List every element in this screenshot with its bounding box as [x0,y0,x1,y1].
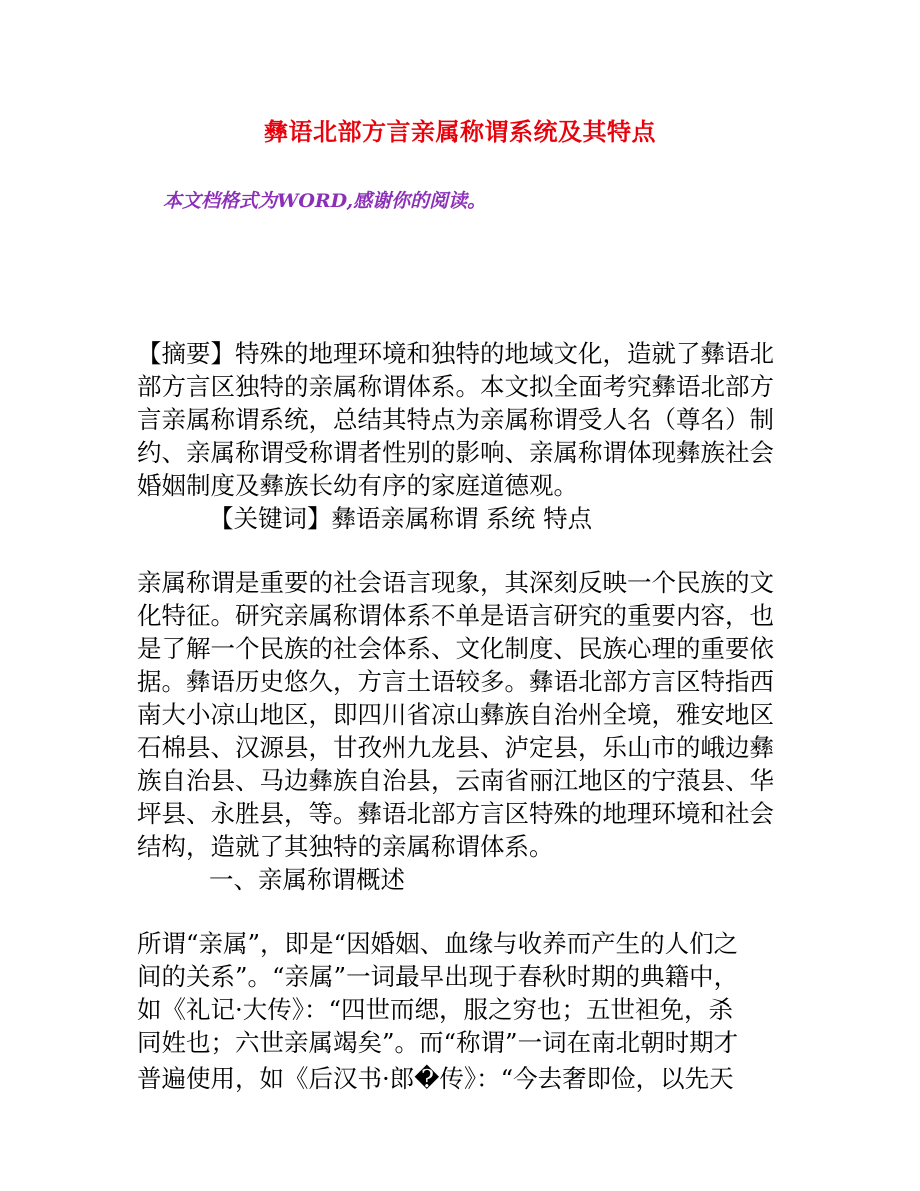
body-line: 普遍使用，如《后汉书·郎�传》：“今去奢即俭，以先天 [137,1064,734,1093]
body-line: 所谓“亲属”，即是“因婚姻、血缘与收养而产生的人们之 [137,929,739,958]
body-line: 化特征。研究亲属称谓体系不单是语言研究的重要内容，也 [137,601,774,630]
body-line: 如《礼记·大传》：“四世而缌，服之穷也；五世袒免，杀 [137,995,734,1024]
body-line: 同姓也；六世亲属竭矣”。而“称谓”一词在南北朝时期才 [137,1028,739,1057]
body-line: 族自治县、马边彝族自治县，云南省丽江地区的宁蒗县、华 [137,766,774,795]
body-line: 南大小凉山地区，即四川省凉山彝族自治州全境，雅安地区 [137,700,774,729]
format-notice: 本文档格式为WORD,感谢你的阅读。 [163,190,487,212]
abstract-line: 【摘要】特殊的地理环境和独特的地域文化，造就了彝语北 [137,339,774,368]
body-line: 亲属称谓是重要的社会语言现象，其深刻反映一个民族的文 [137,568,774,597]
section-heading: 一、亲属称谓概述 [209,865,405,894]
body-line: 结构，造就了其独特的亲属称谓体系。 [137,832,554,861]
body-line: 间的关系”。“亲属”一词最早出现于春秋时期的典籍中， [137,962,739,991]
body-line: 石棉县、汉源县，甘孜州九龙县、泸定县，乐山市的峨边彝 [137,733,774,762]
abstract-line: 言亲属称谓系统，总结其特点为亲属称谓受人名（尊名）制 [137,405,774,434]
body-line: 坪县、永胜县，等。彝语北部方言区特殊的地理环境和社会 [137,799,774,828]
abstract-line: 约、亲属称谓受称谓者性别的影响、亲属称谓体现彝族社会 [137,438,774,467]
document-title: 彝语北部方言亲属称谓系统及其特点 [264,117,656,146]
abstract-line: 部方言区独特的亲属称谓体系。本文拟全面考究彝语北部方 [137,372,774,401]
body-line: 据。彝语历史悠久，方言土语较多。彝语北部方言区特指西 [137,667,774,696]
abstract-line: 婚姻制度及彝族长幼有序的家庭道德观。 [137,471,578,500]
keywords-line: 【关键词】彝语亲属称谓 系统 特点 [209,504,593,533]
body-line: 是了解一个民族的社会体系、文化制度、民族心理的重要依 [137,634,774,663]
